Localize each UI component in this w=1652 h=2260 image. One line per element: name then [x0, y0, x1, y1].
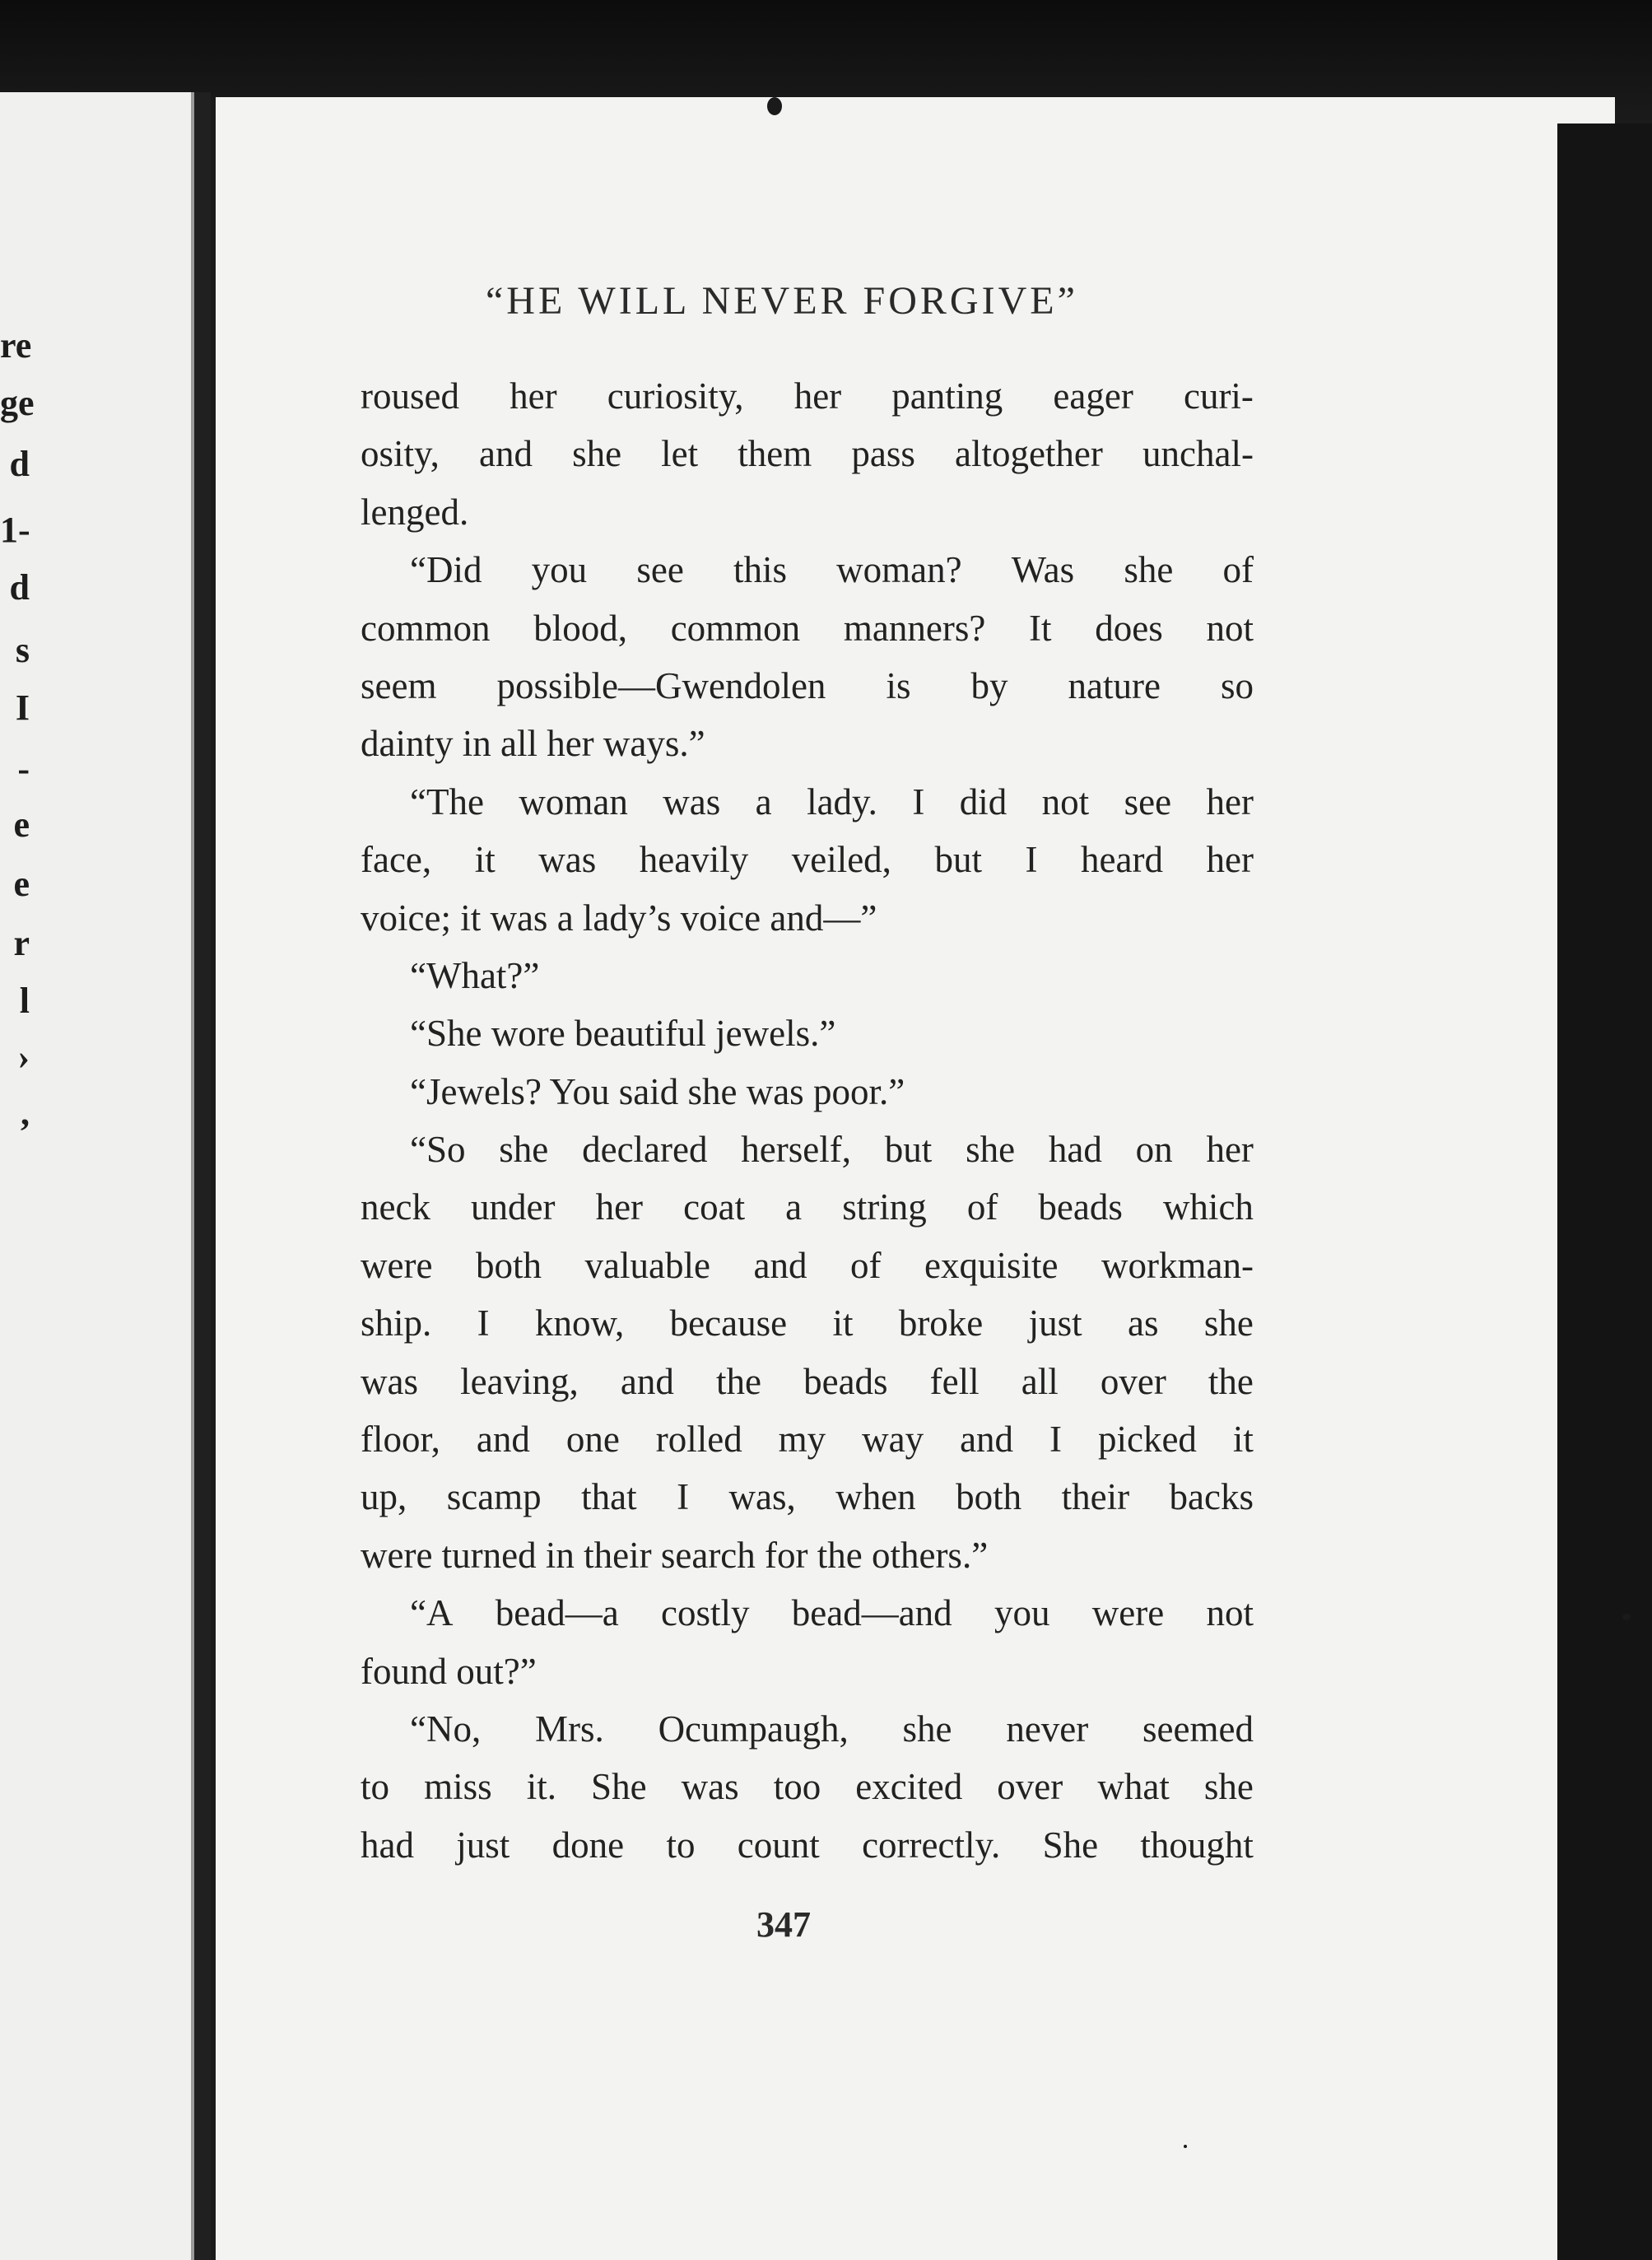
- text-line: ship. I know, because it broke just as she: [361, 1302, 1254, 1344]
- left-page-edge: [0, 92, 194, 2260]
- left-page-text-fragment: e: [13, 864, 30, 904]
- book-gutter: [194, 92, 211, 2260]
- text-line: were both valuable and of exquisite workman-: [361, 1244, 1254, 1286]
- text-line: was leaving, and the beads fell all over the: [361, 1360, 1254, 1402]
- left-page-text-fragment: I: [15, 687, 30, 728]
- text-line: roused her curiosity, her panting eager curi-: [361, 375, 1254, 417]
- left-page-text-fragment: -: [17, 748, 30, 789]
- scan-speck: [1184, 2145, 1187, 2148]
- text-line: had just done to count correctly. She thought: [361, 1824, 1254, 1866]
- left-page-text-fragment: ge: [0, 383, 35, 423]
- text-line: floor, and one rolled my way and I picked it: [361, 1419, 1254, 1461]
- text-line: common blood, common manners? It does not: [361, 607, 1254, 649]
- text-line: neck under her coat a string of beads which: [361, 1186, 1254, 1228]
- left-page-text-fragment: d: [9, 444, 30, 484]
- text-line: found out?”: [361, 1650, 537, 1692]
- text-line: “She wore beautiful jewels.”: [410, 1013, 836, 1055]
- left-page-text-fragment: 1-: [0, 510, 30, 550]
- left-page-text-fragment: l: [19, 981, 30, 1021]
- scan-speck: [1622, 1614, 1631, 1620]
- scan-speck: [767, 97, 782, 115]
- left-page-text-fragment: ,: [21, 1093, 30, 1133]
- left-page-text-fragment: d: [9, 567, 30, 608]
- text-line: dainty in all her ways.”: [361, 723, 705, 765]
- left-page-text-fragment: s: [15, 630, 30, 670]
- left-page-text-fragment: ›: [17, 1037, 30, 1077]
- text-line: “No, Mrs. Ocumpaugh, she never seemed: [410, 1708, 1254, 1750]
- text-line: osity, and she let them pass altogether unchal-: [361, 433, 1254, 475]
- running-header: “HE WILL NEVER FORGIVE”: [486, 279, 1078, 323]
- left-page-text-fragment: re: [0, 325, 32, 366]
- text-line: up, scamp that I was, when both their backs: [361, 1476, 1254, 1518]
- left-page-text-fragment: r: [13, 923, 30, 963]
- left-page-text-fragment: e: [13, 804, 30, 845]
- text-line: to miss it. She was too excited over what she: [361, 1766, 1254, 1808]
- text-line: face, it was heavily veiled, but I heard her: [361, 839, 1254, 881]
- text-line: “The woman was a lady. I did not see her: [410, 781, 1254, 822]
- text-line: “A bead—a costly bead—and you were not: [410, 1592, 1254, 1634]
- text-line: “Did you see this woman? Was she of: [410, 549, 1254, 591]
- scan-right-shadow: [1557, 123, 1652, 2260]
- text-line: seem possible—Gwendolen is by nature so: [361, 664, 1254, 706]
- text-line: voice; it was a lady’s voice and—”: [361, 897, 877, 939]
- text-line: lenged.: [361, 491, 469, 533]
- body-text: [361, 367, 1254, 1874]
- page-number: 347: [756, 1904, 811, 1945]
- text-line: “Jewels? You said she was poor.”: [410, 1070, 905, 1112]
- text-line: “What?”: [410, 954, 540, 996]
- text-line: “So she declared herself, but she had on her: [410, 1129, 1254, 1171]
- text-line: were turned in their search for the others.”: [361, 1534, 989, 1576]
